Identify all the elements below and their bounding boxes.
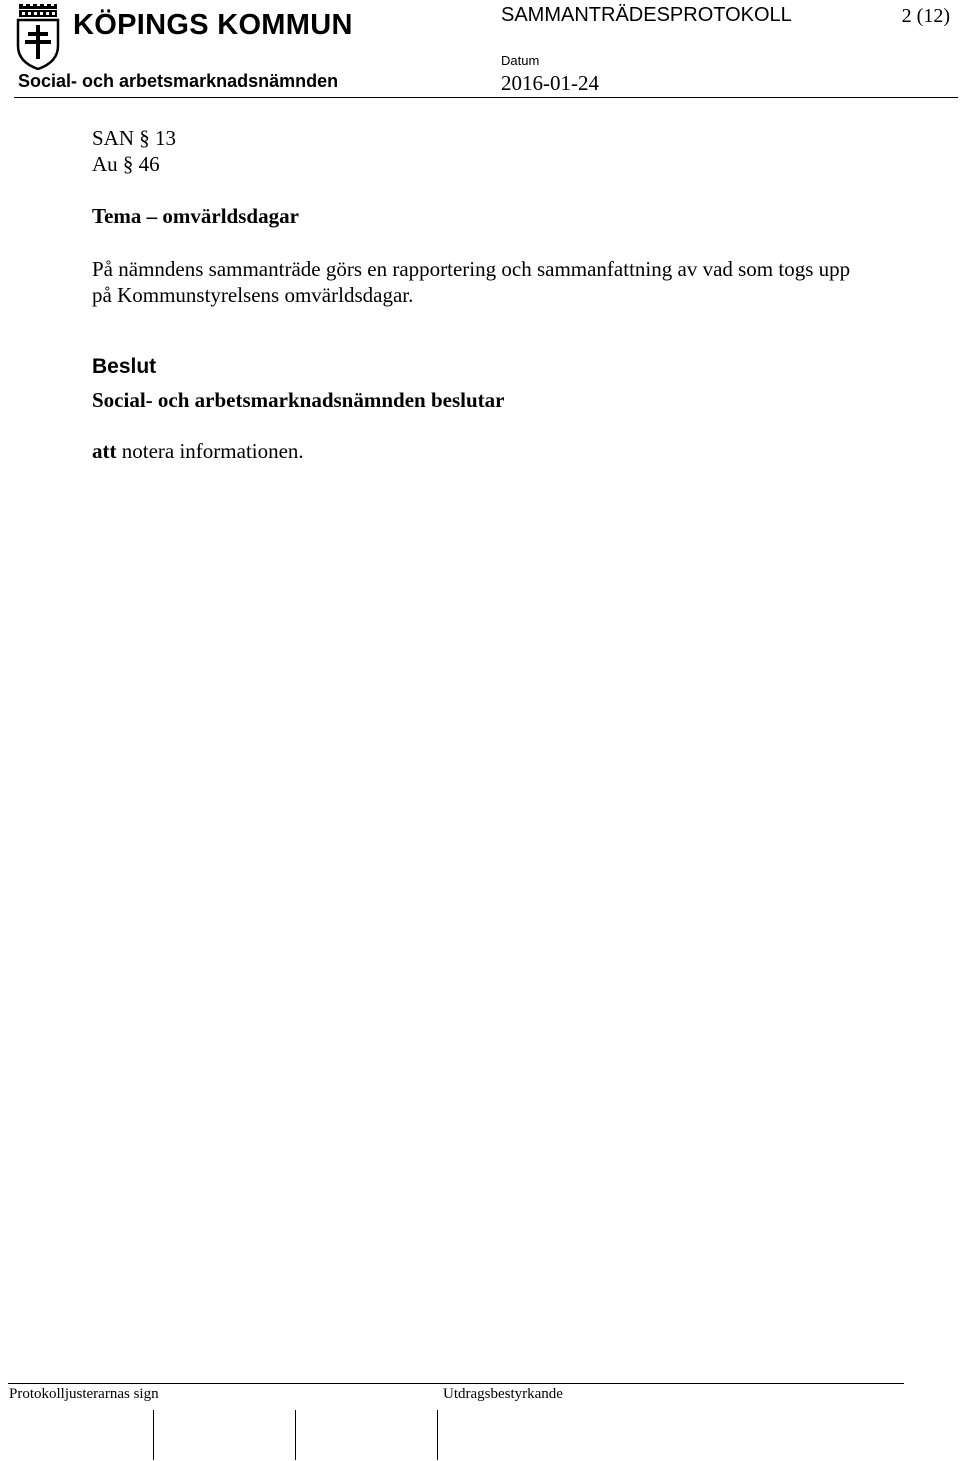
decision-heading: Beslut [92,355,157,378]
committee-name: Social- och arbetsmarknadsnämnden [18,71,339,91]
date-value: 2016-01-24 [501,71,599,95]
footer-divider [8,1383,904,1384]
date-label: Datum [501,53,540,68]
decision-keyword: att [92,439,117,463]
coat-of-arms-icon [16,4,60,70]
signature-field [153,1410,154,1460]
decision-text: notera informationen. [116,439,304,463]
decision-intro: Social- och arbetsmarknadsnämnden beslutar [92,388,505,412]
signature-field [295,1410,296,1460]
decision-item [92,439,304,464]
org-name: KÖPINGS KOMMUN [73,9,353,41]
header-divider [14,97,958,98]
au-paragraph-ref: Au § 46 [92,152,160,176]
sign-label: Protokolljusterarnas sign [9,1386,159,1402]
document-type: SAMMANTRÄDESPROTOKOLL [501,4,792,26]
section-body: På nämndens sammanträde görs en rapportering och sammanfattning av vad som togs upp på Kommunstyrelsens omvärldsdagar. [92,257,851,307]
extract-label: Utdragsbestyrkande [443,1386,563,1402]
topic-title: Tema – omvärldsdagar [92,204,299,228]
page-number: 2 (12) [901,5,950,27]
san-paragraph-ref: SAN § 13 [92,126,177,150]
signature-field [437,1410,438,1460]
